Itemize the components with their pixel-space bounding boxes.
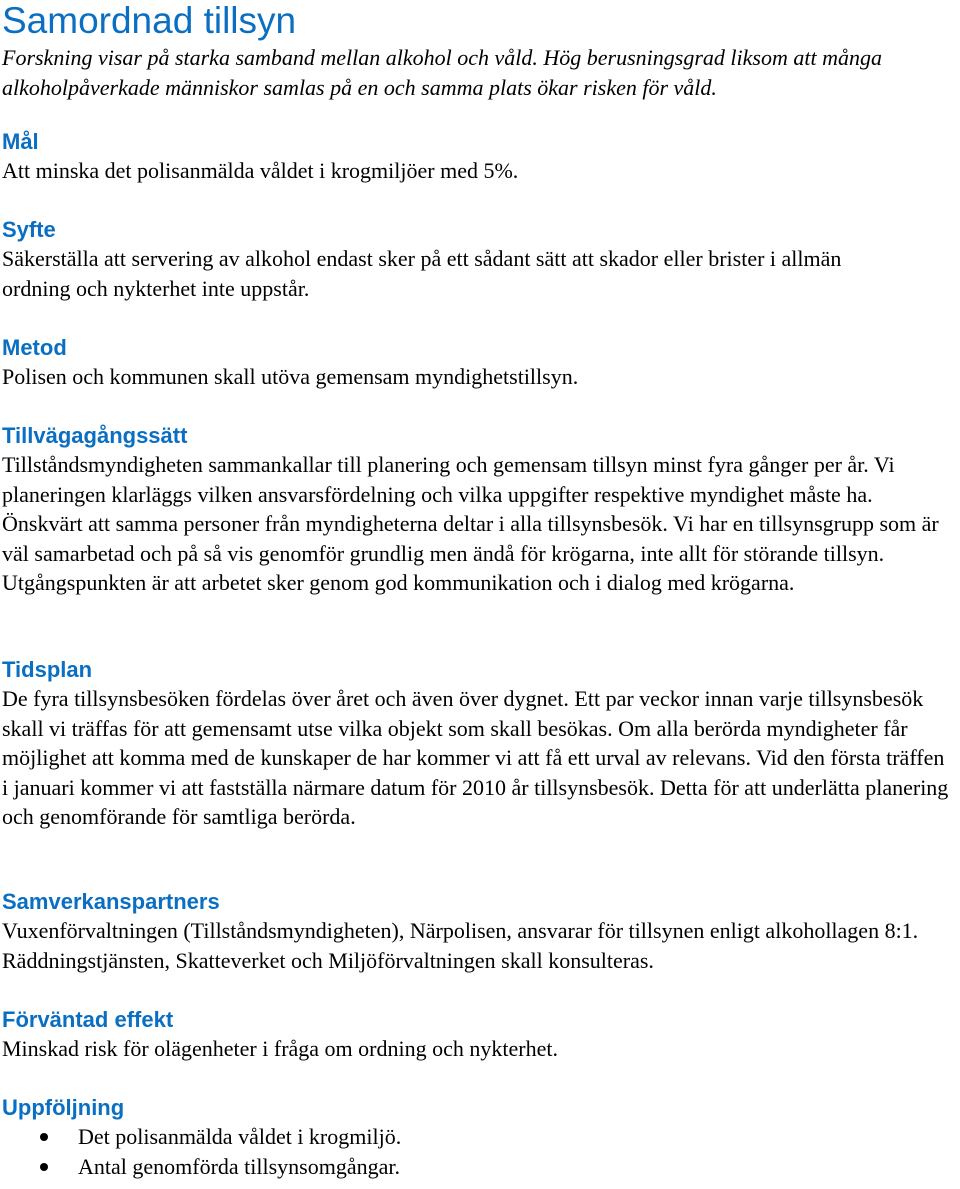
section-text: Säkerställa att servering av alkohol endast sker på ett sådant sätt att skador eller brister i allmän ordning och nykterhet inte uppstår. bbox=[2, 246, 842, 301]
list-item bbox=[2, 1152, 952, 1182]
section-uppfoljning bbox=[2, 1094, 952, 1182]
section-text: Vuxenförvaltningen (Tillståndsmyndigheten), Närpolisen, ansvarar för tillsynen enligt alkohollagen 8:1. Räddningstjänsten, Skatteverket och Miljöförvaltningen skall konsulteras. bbox=[2, 918, 919, 973]
bullet-icon bbox=[40, 1163, 48, 1171]
section-heading: Uppföljning bbox=[2, 1095, 125, 1120]
section-heading: Syfte bbox=[2, 217, 56, 242]
section-heading: Tidsplan bbox=[2, 657, 93, 682]
section-heading: Mål bbox=[2, 129, 39, 154]
section-heading: Metod bbox=[2, 335, 67, 360]
document-page bbox=[2, 0, 952, 1179]
section-text: Tillståndsmyndigheten sammankallar till planering och gemensam tillsyn minst fyra gånger per år. Vi planeringen klarläggs vilken ansvarsfördelning och vilka uppgifter respektive myndighet måste ha. Önskvärt att samma personer från myndigheterna deltar i alla tillsynsbesök. Vi har en tillsynsgrupp som är väl samarbetad och på så vis genomför grundlig men ändå för krögarna, inte allt för störande tillsyn. Utgångspunkten är att arbetet sker genom god kommunikation och i dialog med krögarna. bbox=[2, 452, 939, 595]
section-heading: Tillvägagångssätt bbox=[2, 423, 188, 448]
bullet-list bbox=[2, 1122, 952, 1182]
section-text: Minskad risk för olägenheter i fråga om ordning och nykterhet. bbox=[2, 1036, 558, 1061]
section-tidsplan bbox=[2, 656, 952, 832]
section-text: De fyra tillsynsbesöken fördelas över året och även över dygnet. Ett par veckor innan varje tillsynsbesök skall vi träffas för att gemensamt utse vilka objekt som skall besökas. Om alla berörda myndigheter får möjlighet att komma med de kunskaper de har kommer vi att få ett urval av relevans. Vid den första träffen i januari kommer vi att fastställa närmare datum för 2010 år tillsynsbesök. Detta för att underlätta planering och genomförande för samtliga berörda. bbox=[2, 686, 949, 829]
list-item-text: Det polisanmälda våldet i krogmiljö. bbox=[78, 1124, 402, 1149]
section-heading: Samverkanspartners bbox=[2, 889, 220, 914]
bullet-icon bbox=[40, 1133, 48, 1141]
list-item bbox=[2, 1122, 952, 1152]
section-syfte bbox=[2, 216, 952, 303]
intro-text: Forskning visar på starka samband mellan alkohol och våld. Hög berusningsgrad liksom att många alkoholpåverkade människor samlas på en och samma plats ökar risken för våld. bbox=[2, 45, 882, 100]
section-heading: Förväntad effekt bbox=[2, 1007, 174, 1032]
section-text: Polisen och kommunen skall utöva gemensam myndighetstillsyn. bbox=[2, 364, 579, 389]
section-metod bbox=[2, 334, 952, 392]
section-samverkanspartners bbox=[2, 888, 952, 975]
section-mal bbox=[2, 128, 952, 186]
page-title: Samordnad tillsyn bbox=[2, 0, 297, 41]
section-forvantad-effekt bbox=[2, 1006, 952, 1064]
section-tillvagagangssatt bbox=[2, 422, 952, 598]
list-item-text: Antal genomförda tillsynsomgångar. bbox=[78, 1154, 400, 1179]
section-text: Att minska det polisanmälda våldet i krogmiljöer med 5%. bbox=[2, 158, 519, 183]
